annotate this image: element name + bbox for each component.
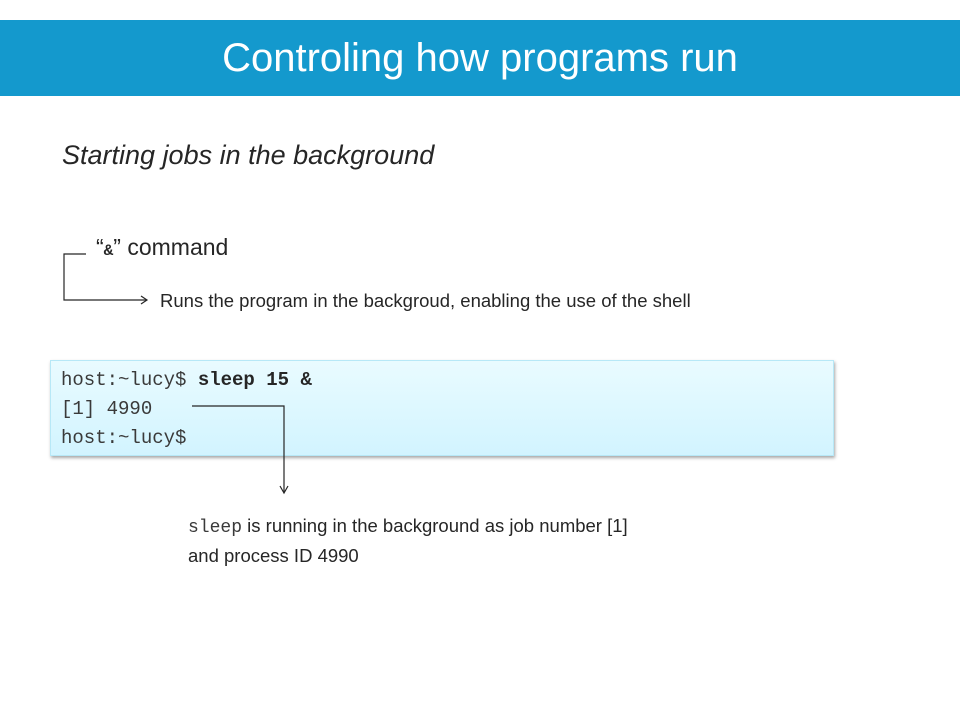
amp-command-label: command bbox=[120, 234, 229, 260]
close-quote: ” bbox=[113, 234, 121, 260]
amp-description: Runs the program in the backgroud, enabling the use of the shell bbox=[160, 290, 691, 311]
terminal-line-3: host:~lucy$ bbox=[61, 427, 187, 449]
pid-connector-arrow bbox=[192, 406, 284, 492]
note-line-1-rest: is running in the background as job number [1] bbox=[242, 515, 628, 536]
terminal-line-2: [1] 4990 bbox=[61, 398, 153, 420]
section-subtitle: Starting jobs in the background bbox=[62, 140, 435, 170]
amp-connector-arrow bbox=[64, 254, 147, 300]
amp-symbol: & bbox=[103, 242, 114, 260]
note-command: sleep bbox=[188, 518, 243, 538]
terminal-prompt: host:~lucy$ bbox=[61, 369, 198, 391]
open-quote: “ bbox=[96, 234, 104, 260]
terminal-command: sleep 15 & bbox=[197, 369, 312, 391]
note-line-2: and process ID 4990 bbox=[188, 545, 359, 566]
slide-title: Controling how programs run bbox=[222, 36, 738, 80]
